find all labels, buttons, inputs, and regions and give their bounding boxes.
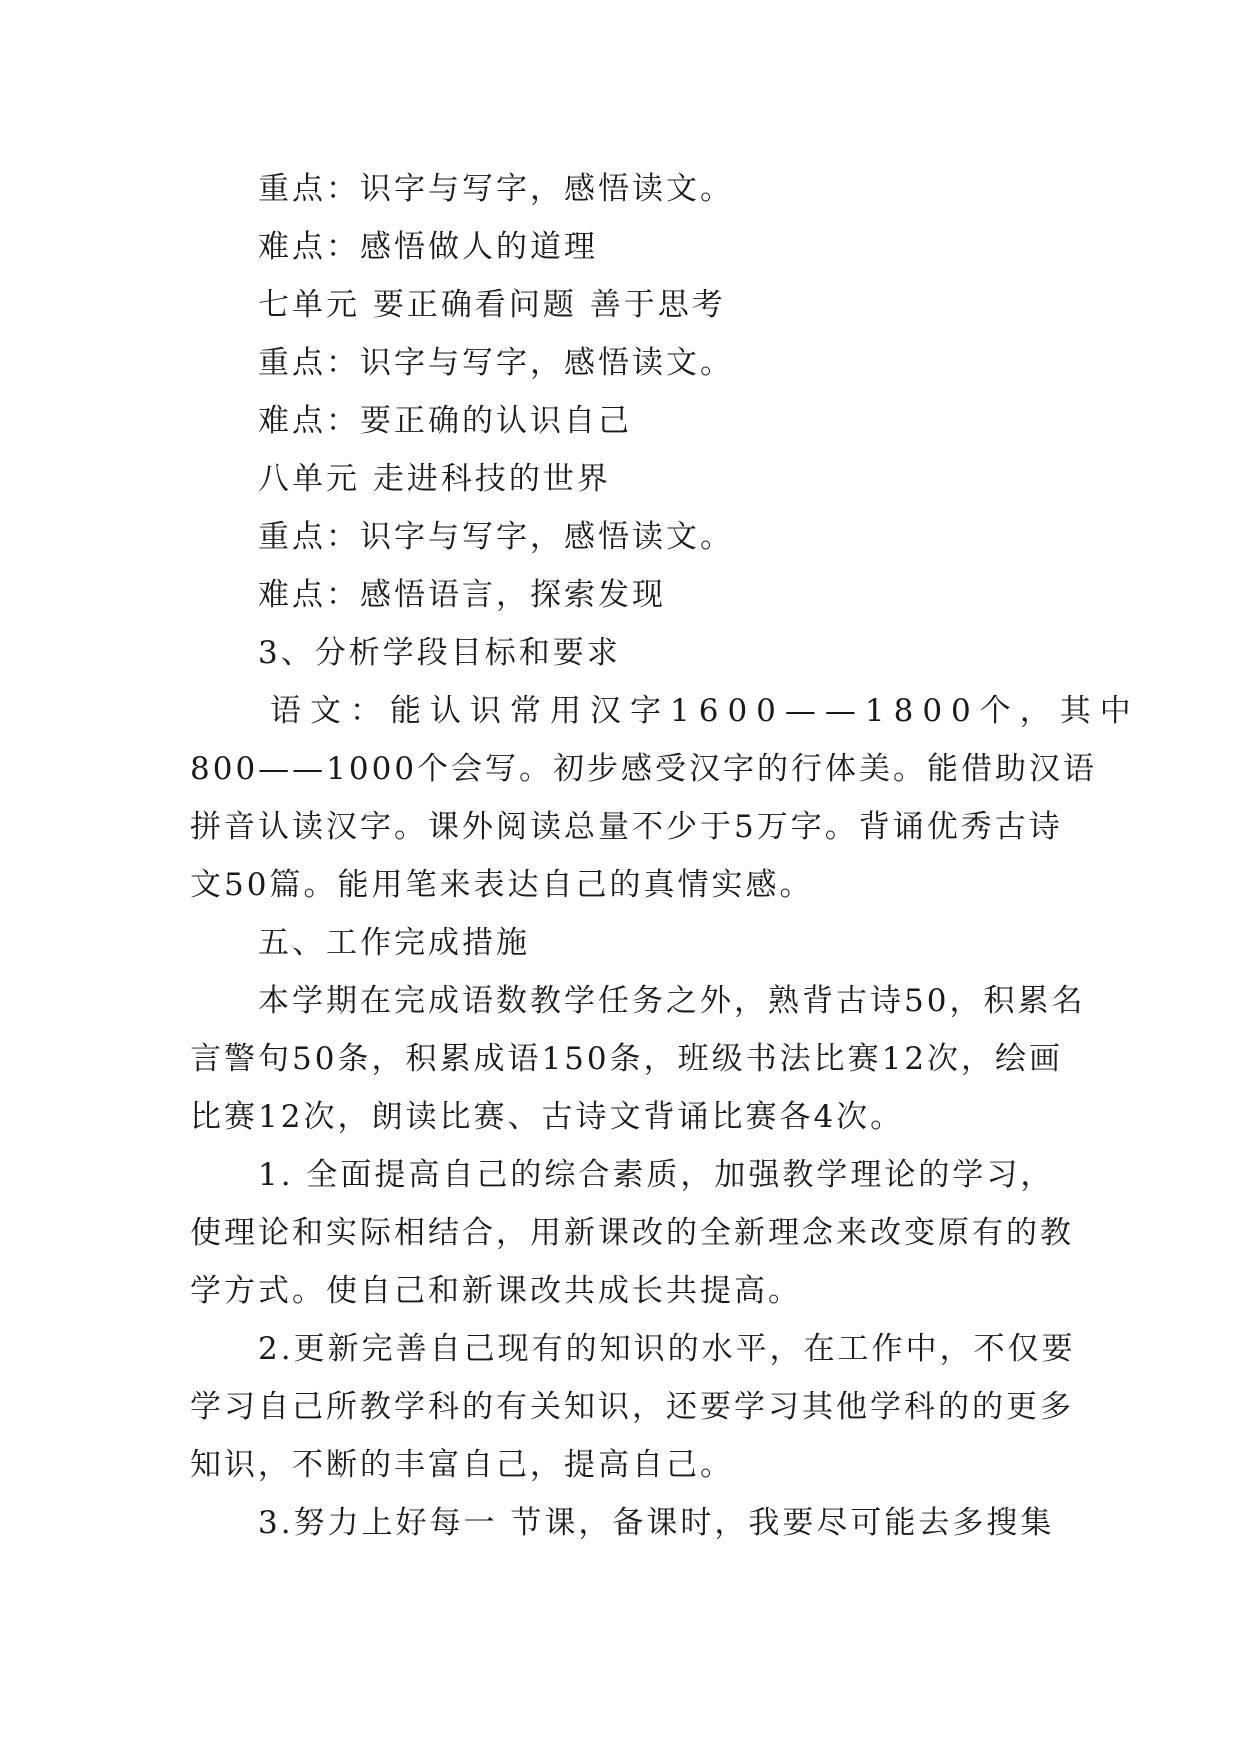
text-line: 文50篇。能用笔来表达自己的真情实感。 bbox=[190, 867, 814, 903]
text-line: 重点：识字与写字，感悟读文。 bbox=[258, 345, 734, 381]
section-heading: 3、分析学段目标和要求 bbox=[258, 635, 621, 671]
text-line: 3.努力上好每一 节课，备课时，我要尽可能去多搜集 bbox=[258, 1505, 1055, 1541]
text-line: 难点：感悟做人的道理 bbox=[258, 229, 598, 265]
text-line: 语文：能认识常用汉字1600——1800个，其中 bbox=[270, 693, 1140, 729]
text-line: 学习自己所教学科的有关知识，还要学习其他学科的的更多 bbox=[190, 1389, 1074, 1425]
text-line: 七单元 要正确看问题 善于思考 bbox=[258, 287, 726, 323]
text-line: 学方式。使自己和新课改共成长共提高。 bbox=[190, 1273, 802, 1309]
text-line: 800——1000个会写。初步感受汉字的行体美。能借助汉语 bbox=[190, 751, 1098, 787]
text-line: 1. 全面提高自己的综合素质，加强教学理论的学习， bbox=[258, 1157, 1055, 1193]
text-line: 比赛12次，朗读比赛、古诗文背诵比赛各4次。 bbox=[190, 1099, 905, 1135]
text-line: 2.更新完善自己现有的知识的水平，在工作中，不仅要 bbox=[258, 1331, 1076, 1367]
text-line: 言警句50条，积累成语150条，班级书法比赛12次，绘画 bbox=[190, 1041, 1064, 1077]
text-line: 难点：要正确的认识自己 bbox=[258, 403, 632, 439]
text-line: 重点：识字与写字，感悟读文。 bbox=[258, 171, 734, 207]
text-line: 本学期在完成语数教学任务之外，熟背古诗50，积累名 bbox=[258, 983, 1086, 1019]
text-line: 拼音认读汉字。课外阅读总量不少于5万字。背诵优秀古诗 bbox=[190, 809, 1063, 845]
text-line: 重点：识字与写字，感悟读文。 bbox=[258, 519, 734, 555]
text-line: 知识，不断的丰富自己，提高自己。 bbox=[190, 1447, 734, 1483]
text-line: 使理论和实际相结合，用新课改的全新理念来改变原有的教 bbox=[190, 1215, 1074, 1251]
document-body bbox=[190, 160, 1140, 1552]
section-heading: 五、工作完成措施 bbox=[258, 925, 530, 961]
text-line: 难点：感悟语言，探索发现 bbox=[258, 577, 666, 613]
text-line: 八单元 走进科技的世界 bbox=[258, 461, 611, 497]
